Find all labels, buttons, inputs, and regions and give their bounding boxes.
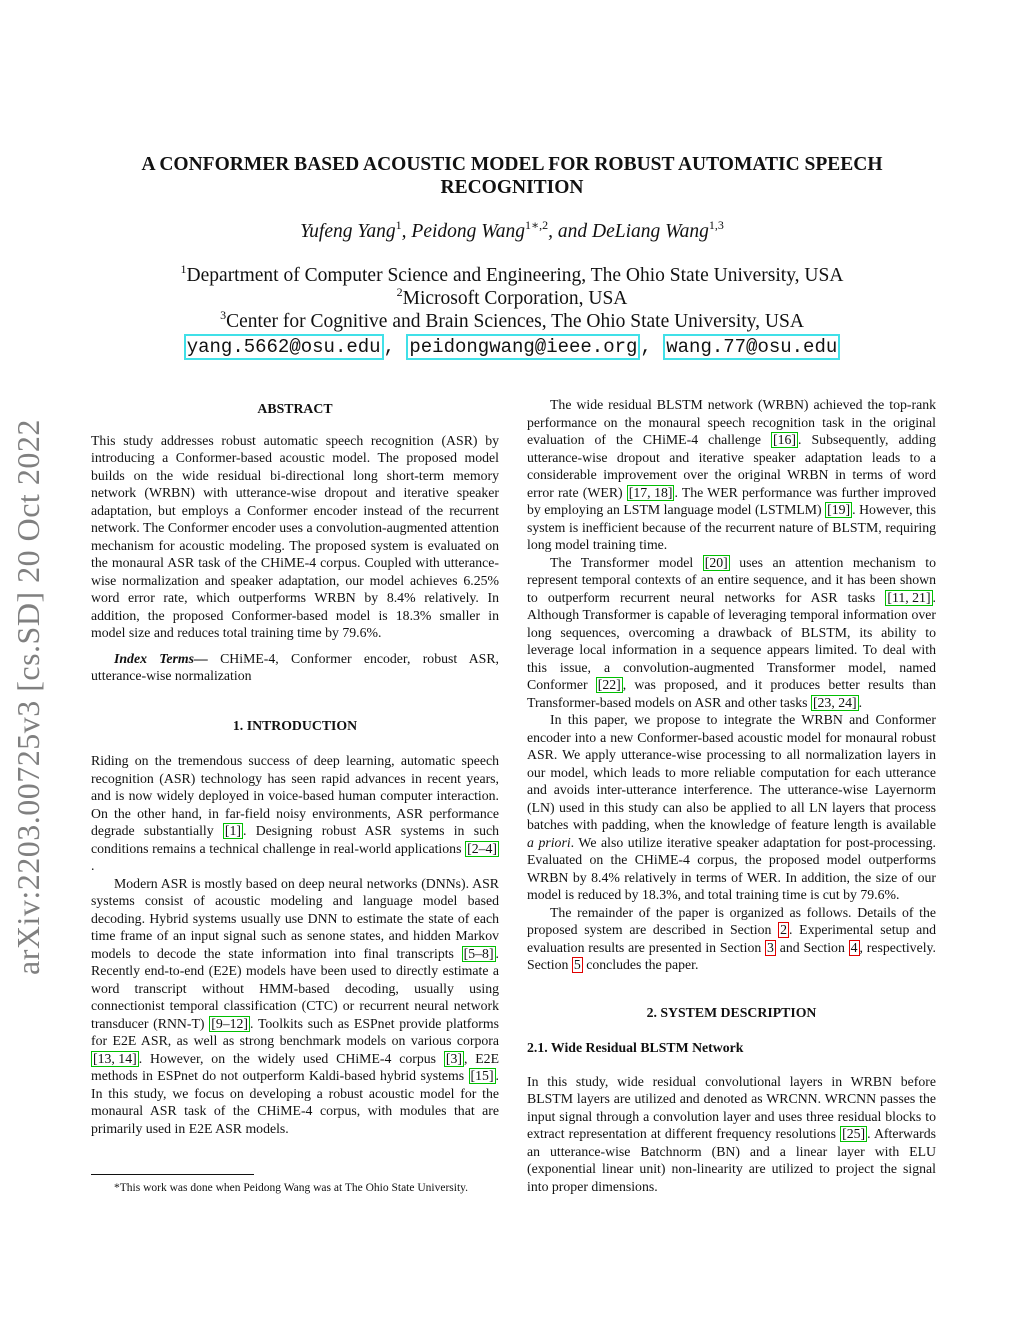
text-run: . Recently end-to-end (E2E) models have been used to directly estimate a word transcript without HMM-based decoding, usually using connectionist temporal classification (CTC) or recurrent neural network transducer (RNN-T) <box>91 945 499 1031</box>
author-name: Yufeng Yang <box>300 221 396 242</box>
subsection-heading: 2.1. Wide Residual BLSTM Network <box>527 1040 744 1055</box>
arxiv-identifier[interactable]: arXiv:2203.00725v3 [cs.SD] 20 Oct 2022 <box>10 419 46 975</box>
email-link[interactable]: yang.5662@osu.edu <box>184 334 384 360</box>
affiliation-text: Department of Computer Science and Engineering, The Ohio State University, USA <box>186 265 844 286</box>
section-heading-system-description: 2. SYSTEM DESCRIPTION <box>646 1004 817 1020</box>
citation-link[interactable]: [19] <box>827 502 851 517</box>
email-link[interactable]: wang.77@osu.edu <box>663 334 840 360</box>
index-terms-text: CHiME-4, Conformer encoder, robust ASR, utterance-wise normalization <box>91 650 500 683</box>
citation-link[interactable]: [23, 24] <box>812 694 857 710</box>
affiliation-mark: 2 <box>396 285 403 299</box>
text-run: . Although Transformer is capable of leveraging temporal information over long sequences, overcoming a drawback of BLSTM, its ability to leverage local information in a sequence appears limited. To deal with this issue, a convolution-augmented Transformer model, named Conformer <box>527 589 936 692</box>
text-run: The Transformer model <box>550 554 703 570</box>
text-run: . Subsequently, adding utterance-wise dropout and iterative speaker adaptation leads to a considerable improvement over the original WRBN in terms of word error rate (WER) <box>527 432 936 500</box>
author-affiliation-mark: 1∗,2 <box>525 218 549 232</box>
text-run: . However, this system is inefficient because of the recurrent nature of BLSTM, requiring long model training time. <box>527 502 936 552</box>
author-name: Peidong Wang <box>411 221 525 242</box>
text-run: , respectively. Section <box>527 939 936 972</box>
citation-link[interactable]: [13, 14] <box>93 1050 137 1066</box>
text-run: . <box>858 694 863 710</box>
footnote: *This work was done when Peidong Wang was at The Ohio State University. <box>114 1182 469 1194</box>
text-run: Riding on the tremendous success of deep learning, automatic speech recognition (ASR) technology has seen rapid advances in recent years, and is now widely deployed in voice-based human computer interaction. On the other hand, in far-field noisy environments, ASR performance degrade substantially <box>91 753 499 838</box>
text-run: . The WER performance was further improved by employing an LSTM language model (LSTMLM) <box>527 484 937 517</box>
citation-link[interactable]: [20] <box>704 554 728 570</box>
text-run: . In this study, we focus on developing a robust acoustic model for the monaural ASR task of the CHiME-4 corpus, with modules that are primarily used in E2E ASR models. <box>91 1068 499 1136</box>
citation-link[interactable]: [5–8] <box>463 945 494 961</box>
text-run: In this study, wide residual convolutional layers in WRBN before BLSTM layers are utilized and denoted as WRCNN. WRCNN passes the input signal through a convolution layer and uses three residual blocks to extract representation at different frequency resolutions <box>527 1073 936 1141</box>
citation-link[interactable]: [3] <box>445 1050 462 1066</box>
section-ref-link[interactable]: 3 <box>767 939 774 955</box>
right-column <box>527 396 936 1195</box>
body-paragraph <box>527 396 936 554</box>
citation-link[interactable]: [9–12] <box>211 1015 249 1031</box>
affiliation <box>110 262 914 287</box>
text-run: uses an attention mechanism to represent temporal contexts of an entire sequence, and it has been shown to outperform recurrent neural networks for ASR tasks <box>527 554 936 605</box>
abstract-heading: ABSTRACT <box>257 401 333 416</box>
emphasis-text: a priori <box>527 834 571 850</box>
text-run: and Section <box>775 939 849 955</box>
text-run: In this paper, we propose to integrate the WRBN and Conformer encoder into a new Conformer-based acoustic model for monaural robust ASR. We apply utterance-wise processing to all normalization layers in our model, which leads to more reliable computation for each utterance and avoids inter-utterance interference. The utterance-wise Layernorm (LN) used in this study can also be applied to all LN layers that process batches with padding, when the knowledge of feature length is available <box>527 712 936 832</box>
paper-title: A CONFORMER BASED ACOUSTIC MODEL FOR ROBUST AUTOMATIC SPEECH RECOGNITION <box>141 154 883 198</box>
text-run: . Afterwards an utterance-wise Batchnorm (BN) and a linear layer with ELU (exponential linear unit) non-linearity are utilized to project the signal into proper dimensions. <box>527 1126 936 1194</box>
body-paragraph <box>527 554 936 712</box>
affiliation-text: Center for Cognitive and Brain Sciences, The Ohio State University, USA <box>226 311 804 332</box>
left-column <box>91 396 499 1137</box>
text-run: Modern ASR is mostly based on deep neural networks (DNNs). ASR systems consist of acoustic modeling and language model based decoding. Hybrid systems usually use DNN to estimate the state of each time frame of an input signal such as senone states, and hidden Markov models to decode the state information into final transcripts <box>91 875 499 961</box>
text-run: , was proposed, and it produces better results than Transformer-based models on ASR and other tasks <box>527 677 936 710</box>
affiliation-text: Microsoft Corporation, USA <box>402 288 628 309</box>
affiliation <box>110 285 914 310</box>
affiliation <box>110 308 914 333</box>
text-run: . <box>91 858 95 873</box>
section-ref-link[interactable]: 4 <box>850 939 858 955</box>
author-list: Yufeng Yang$^1$, Peidong Wang$^{1∗,2}$, and DeLiang Wang$^{1,3}$ <box>300 218 724 242</box>
section-ref-link[interactable]: 5 <box>573 957 581 972</box>
citation-link[interactable]: [22] <box>597 677 621 692</box>
citation-link[interactable]: [2–4] <box>467 840 497 856</box>
email-list: yang.5662@osu.edu , peidongwang@ieee.org , wang.77@osu.edu <box>110 334 914 360</box>
abstract-text: This study addresses robust automatic speech recognition (ASR) by introducing a Conformer-based acoustic model. The proposed model builds on the wide residual bi-directional long short-term memory network (WRBN) with utterance-wise dropout and iterative speaker adaptation, but employs a Conformer encoder instead of the recurrent network. The Conformer encoder uses a convolution-augmented attention mechanism for acoustic modeling. The proposed system is evaluated on the monaural ASR task of the CHiME-4 corpus. Coupled with utterance-wise normalization and speaker adaptation, our model achieves 6.25% word error rate, which outperforms WRBN by 8.4% relatively. In addition, the proposed Conformer-based model is 18.3% smaller in model size and reduces total training time by 79.6%. <box>91 432 499 640</box>
body-paragraph <box>527 711 936 904</box>
footnote-divider <box>91 1174 254 1175</box>
citation-link[interactable]: [11, 21] <box>887 589 931 605</box>
index-terms-label: Index Terms— <box>114 650 208 666</box>
text-run: . Toolkits such as ESPnet provide platforms for E2E ASR, as well as strong benchmark models on various corpora <box>91 1015 499 1048</box>
affiliation-mark: 3 <box>220 308 227 322</box>
text-run: , E2E methods in ESPnet do not outperform Kaldi-based hybrid systems <box>91 1050 500 1083</box>
citation-link[interactable]: [25] <box>842 1126 866 1141</box>
author-affiliation-mark: 1,3 <box>708 218 724 232</box>
text-run: . We also utilize iterative speaker adaptation for post-processing. Evaluated on the CHiME-4 corpus, the proposed model outperforms WRBN by 8.4% relatively in terms of WER. In addition, the size of our model is reduced by 18.3%, and total training time is cut by 79.6%. <box>527 834 937 902</box>
email-link[interactable]: peidongwang@ieee.org <box>406 334 640 360</box>
author-conjunction: and <box>557 221 588 242</box>
section-ref-link[interactable]: 2 <box>780 922 787 937</box>
citation-link[interactable]: [16] <box>773 432 797 447</box>
text-run: . Designing robust ASR systems in such conditions remains a technical challenge in real-world applications <box>91 823 499 856</box>
text-run: . However, on the widely used CHiME-4 corpus <box>138 1050 444 1066</box>
author-affiliation-mark: 1 <box>395 218 402 232</box>
citation-link[interactable]: [15] <box>470 1068 494 1083</box>
body-paragraph <box>527 904 936 974</box>
text-run: The remainder of the paper is organized as follows. Details of the proposed system are described in Section <box>527 904 936 937</box>
intro-paragraph <box>91 752 499 875</box>
author-name: DeLiang Wang <box>592 221 709 242</box>
intro-paragraph <box>91 875 499 1138</box>
index-terms <box>91 650 499 685</box>
citation-link[interactable]: [1] <box>224 823 242 838</box>
body-paragraph <box>527 1073 936 1196</box>
text-run: The wide residual BLSTM network (WRBN) achieved the top-rank performance on the monaural speech recognition task in the original evaluation of the CHiME-4 challenge <box>527 397 936 447</box>
section-heading-introduction: 1. INTRODUCTION <box>232 717 358 733</box>
text-run: concludes the paper. <box>582 957 699 972</box>
citation-link[interactable]: [17, 18] <box>628 484 673 500</box>
text-run: . Experimental setup and evaluation results are presented in Section <box>527 922 936 955</box>
affiliation-mark: 1 <box>180 262 187 276</box>
